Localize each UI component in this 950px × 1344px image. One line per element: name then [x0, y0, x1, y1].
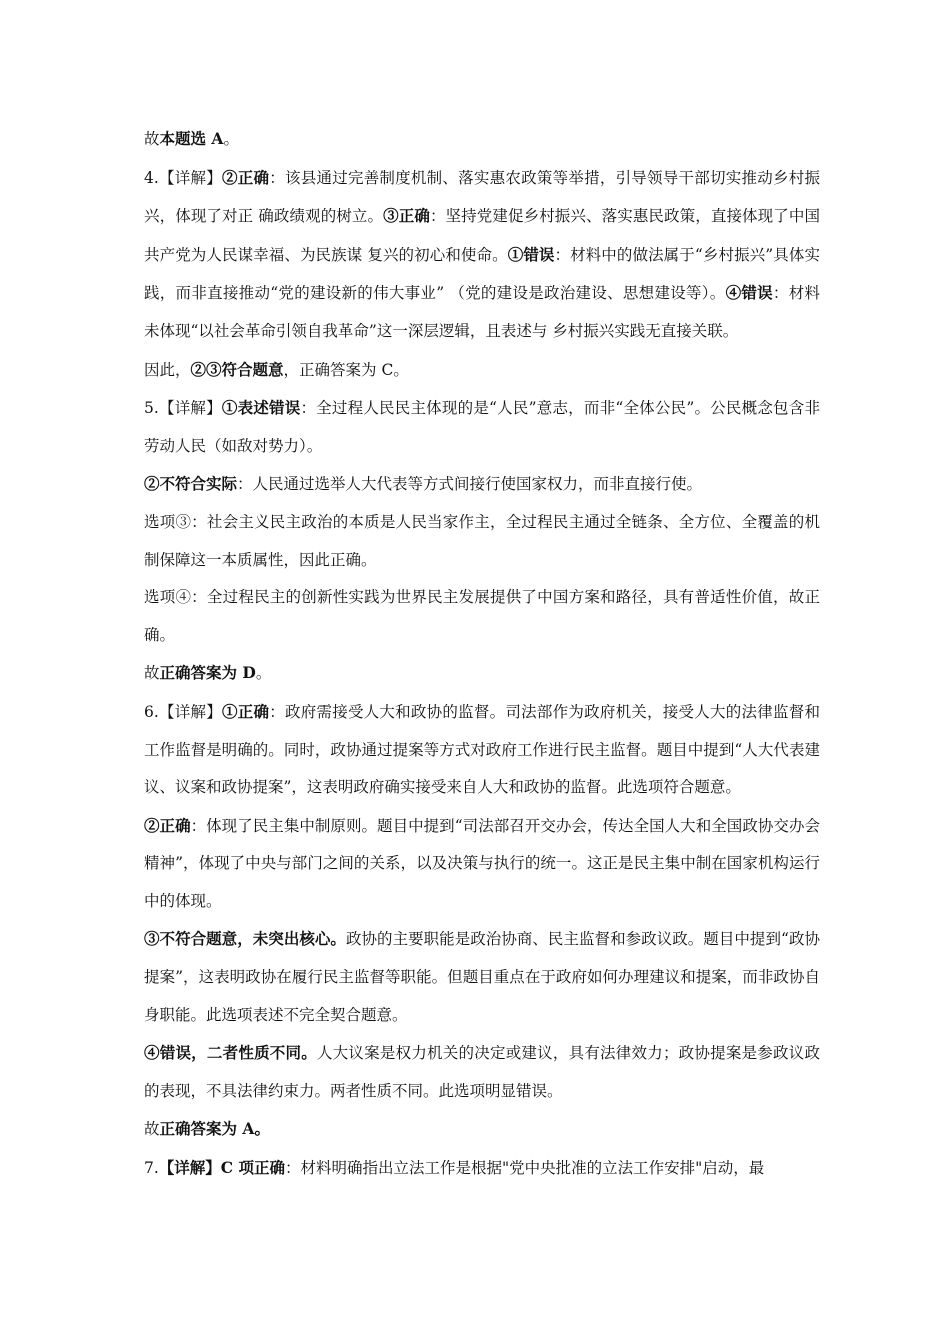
text-run: 故	[144, 130, 160, 148]
bold-text: ②正确	[222, 167, 270, 187]
bold-text: ④错误，二者性质不同。	[144, 1043, 317, 1063]
bold-text: 正确答案为 D	[159, 663, 256, 683]
text-run: ：政府需接受人大和政协的监督。司法部作为政府机关，接受人大的法律监督和工作监督是明确的。同时，政协通过提案等方式对政府工作进行民主监督。题目中提到“人大代表建议、议案和政协提案”，这表明政府确实接受来自人大和政协的监督。此选项符合题意。	[144, 702, 820, 797]
bold-text: ①正确	[222, 701, 270, 721]
bold-text: ②③符合题意	[190, 359, 284, 379]
text-run: 故	[144, 664, 160, 683]
paragraph	[144, 807, 820, 921]
text-run: ：材料未体现“以社会革命引领自我革命”这一深层逻辑，且表述与 乡村振兴实践无直接关联。	[144, 284, 820, 340]
text-run: ：该县通过完善制度机制、落实惠农政策等举措，引导领导干部切实推动乡村振兴，体现了对正 确政绩观的树立。	[144, 168, 820, 226]
paragraph	[144, 120, 820, 159]
text-run: 政协的主要职能是政治协商、民主监督和参政议政。题目中提到“政协提案”，这表明政协在履行民主监督等职能。但题目重点在于政府如何办理建议和提案，而非政协自身职能。此选项表述不完全契合题意。	[144, 930, 820, 1024]
text-run: ：体现了民主集中制原则。题目中提到“司法部召开交办会，传达全国人大和全国政协交办会精神”，体现了中央与部门之间的关系，以及决策与执行的统一。这正是民主集中制在国家机构运行中的体现。	[144, 816, 820, 910]
text-run: ：人民通过选举人大代表等方式间接行使国家权力，而非直接行使。	[237, 475, 703, 494]
paragraph	[144, 351, 820, 390]
bold-text: ③不符合题意，未突出核心。	[144, 929, 346, 949]
bold-text: ②不符合实际	[144, 474, 238, 494]
bold-text: ①表述错误	[221, 398, 301, 418]
text-run: ：坚持党建促乡村振兴、落实惠民政策，直接体现了中国共产党为人民谋幸福、为民族谋 复兴的初心和使命。	[144, 207, 820, 264]
text-run: ：材料中的做法属于“乡村振兴”具体实践，而非直接推动“党的建设新的伟大事业” （党的建设是政治建设、思想建设等）。	[144, 245, 820, 303]
bold-text: ③正确	[383, 206, 430, 226]
bold-text: 本题选 A	[159, 129, 224, 148]
paragraph	[144, 654, 820, 693]
paragraph	[144, 579, 820, 654]
text-run: 故	[144, 1120, 160, 1139]
paragraph	[144, 159, 820, 351]
paragraph	[144, 693, 820, 807]
text-run: 选项③：社会主义民主政治的本质是人民当家作主，全过程民主通过全链条、全方位、全覆盖的机制保障这一本质属性，因此正确。	[144, 512, 820, 569]
bold-text: ①错误	[507, 244, 555, 264]
bold-text: 【详解】C 项正确	[158, 1158, 286, 1178]
text-run: 7.	[144, 1159, 159, 1178]
bold-text: ②正确	[144, 815, 191, 835]
text-run: 选项④：全过程民主的创新性实践为世界民主发展提供了中国方案和路径，具有普适性价值，故正确。	[144, 588, 820, 644]
paragraph	[144, 1034, 820, 1110]
text-run: 。	[223, 130, 239, 148]
text-run: 人大议案是权力机关的决定或建议，具有法律效力；政协提案是参政议政的表现，不具法律约束力。两者性质不同。此选项明显错误。	[144, 1044, 820, 1100]
text-run: ，正确答案为 C。	[283, 360, 409, 379]
bold-text: 正确答案为 A。	[159, 1119, 270, 1139]
paragraph	[144, 504, 820, 579]
text-run: 因此，	[144, 360, 191, 379]
text-run: ：材料明确指出立法工作是根据"党中央批准的立法工作安排"启动，最	[285, 1159, 765, 1178]
bold-text: ④错误	[725, 283, 773, 303]
text-run: 5.【详解】	[144, 399, 222, 418]
document-body	[144, 120, 820, 1188]
paragraph	[144, 1149, 820, 1188]
paragraph	[144, 1110, 820, 1149]
text-run: 4.【详解】	[144, 168, 222, 187]
paragraph	[144, 920, 820, 1034]
paragraph	[144, 389, 820, 465]
text-run: 。	[255, 664, 272, 683]
text-run: ：全过程人民民主体现的是“人民”意志，而非“全体公民”。公民概念包含非劳动人民（如敌对势力）。	[144, 399, 820, 455]
text-run: 6.【详解】	[144, 702, 222, 721]
paragraph	[144, 465, 820, 504]
